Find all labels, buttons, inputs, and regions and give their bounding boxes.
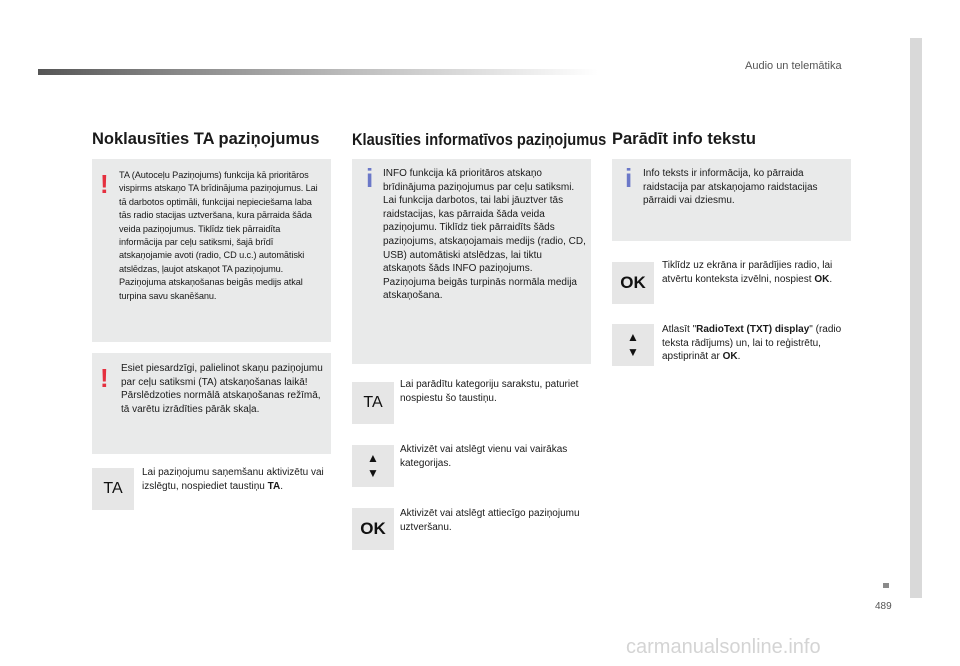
side-tab-strip (910, 38, 922, 598)
footer-watermark: carmanualsonline.info (626, 636, 821, 658)
up-down-keys-text: Aktivizēt vai atslēgt vienu vai vairākas kategorijas. (400, 444, 568, 469)
heading-ta-announcements: Noklausīties TA paziņojumus (92, 130, 320, 148)
ok-key-text-menu: Tiklīdz uz ekrāna ir parādījies radio, lai atvērtu konteksta izvēlni, nospiest OK. (662, 260, 833, 285)
heading-info-text: Parādīt info tekstu (612, 130, 756, 148)
info-icon: i (625, 163, 633, 193)
info-text-radiotext: Info teksts ir informācija, ko pārraida raidstacija par atskaņojamo raidstacijas pārraidi vai dziesmu. (643, 168, 818, 207)
warning-text-ta: TA (Autoceļu Paziņojums) funkcija kā prioritāros vispirms atskaņo TA brīdinājuma paziņojumus. Lai tā darbotos optimāli, funkcijai nepieciešama laba tās radio stacijas uztveršana, kura pārraida šāda veida paziņojumus. Tiklīdz tiek pārraidīta informācija par ceļu satiksmi, šajā brīdī atskaņojamie avoti (radio, CD u.c.) automātiski atslēdzas, ļaujot atskaņot TA paziņojumu. Paziņojuma atskaņošanas beigās medijs atkal turpina savu skanēšanu. (119, 170, 318, 301)
arrow-up-icon: ▲ (367, 451, 379, 465)
page-marker (883, 583, 889, 588)
ta-key: TA (352, 382, 394, 424)
ok-key: OK (352, 508, 394, 550)
info-icon: i (366, 163, 374, 193)
heading-info-announcements: Klausīties informatīvos paziņojumus (352, 130, 607, 149)
ta-key: TA (92, 468, 134, 510)
info-box-text (612, 159, 851, 241)
radiotext-select-text: Atlasīt "RadioText (TXT) display" (radio teksta rādījums) un, lai to reģistrētu, apstiprināt ar OK. (662, 324, 842, 363)
up-down-keys (612, 324, 654, 366)
ok-key: OK (612, 262, 654, 304)
page-number: 489 (875, 601, 892, 612)
up-down-keys (352, 445, 394, 487)
warning-icon: ! (100, 363, 109, 393)
top-gradient-bar (38, 69, 598, 75)
info-box-info (352, 159, 591, 364)
warning-box-volume (92, 353, 331, 454)
warning-text-volume: Esiet piesardzīgi, palielinot skaņu paziņojumu par ceļu satiksmi (TA) atskaņošanas laikā! Pārslēdzoties normālā atskaņošanas režīmā, tā varētu izrādīties pārāk skaļa. (121, 363, 323, 415)
arrow-down-icon: ▼ (367, 466, 379, 480)
ta-key-text: Lai paziņojumu saņemšanu aktivizētu vai izslēgtu, nospiediet taustiņu TA. (142, 467, 324, 492)
arrow-up-icon: ▲ (627, 330, 639, 344)
warning-icon: ! (100, 169, 109, 199)
arrow-down-icon: ▼ (627, 345, 639, 359)
info-text-info: INFO funkcija kā prioritāros atskaņo brīdinājuma paziņojumus par ceļu satiksmi. Lai funkcija darbotos, tai labi jāuztver tās raidstacijas, kas pārraida šāda veida paziņojumu. Tiklīdz tiek pārraidīts šāds paziņojums, atskaņojamais medijs (radio, CD, USB) automātiski atslēdzas, lai tiktu atskaņots šāds INFO paziņojums. Paziņojuma beigās turpinās normāla medija atskaņošana. (383, 168, 586, 302)
warning-box-ta (92, 159, 331, 342)
section-title: Audio un telemātika (745, 60, 842, 72)
ok-key-text-reception: Aktivizēt vai atslēgt attiecīgo paziņojumu uztveršanu. (400, 508, 580, 533)
ta-key-text-categories: Lai parādītu kategoriju sarakstu, paturiet nospiestu šo taustiņu. (400, 379, 579, 404)
